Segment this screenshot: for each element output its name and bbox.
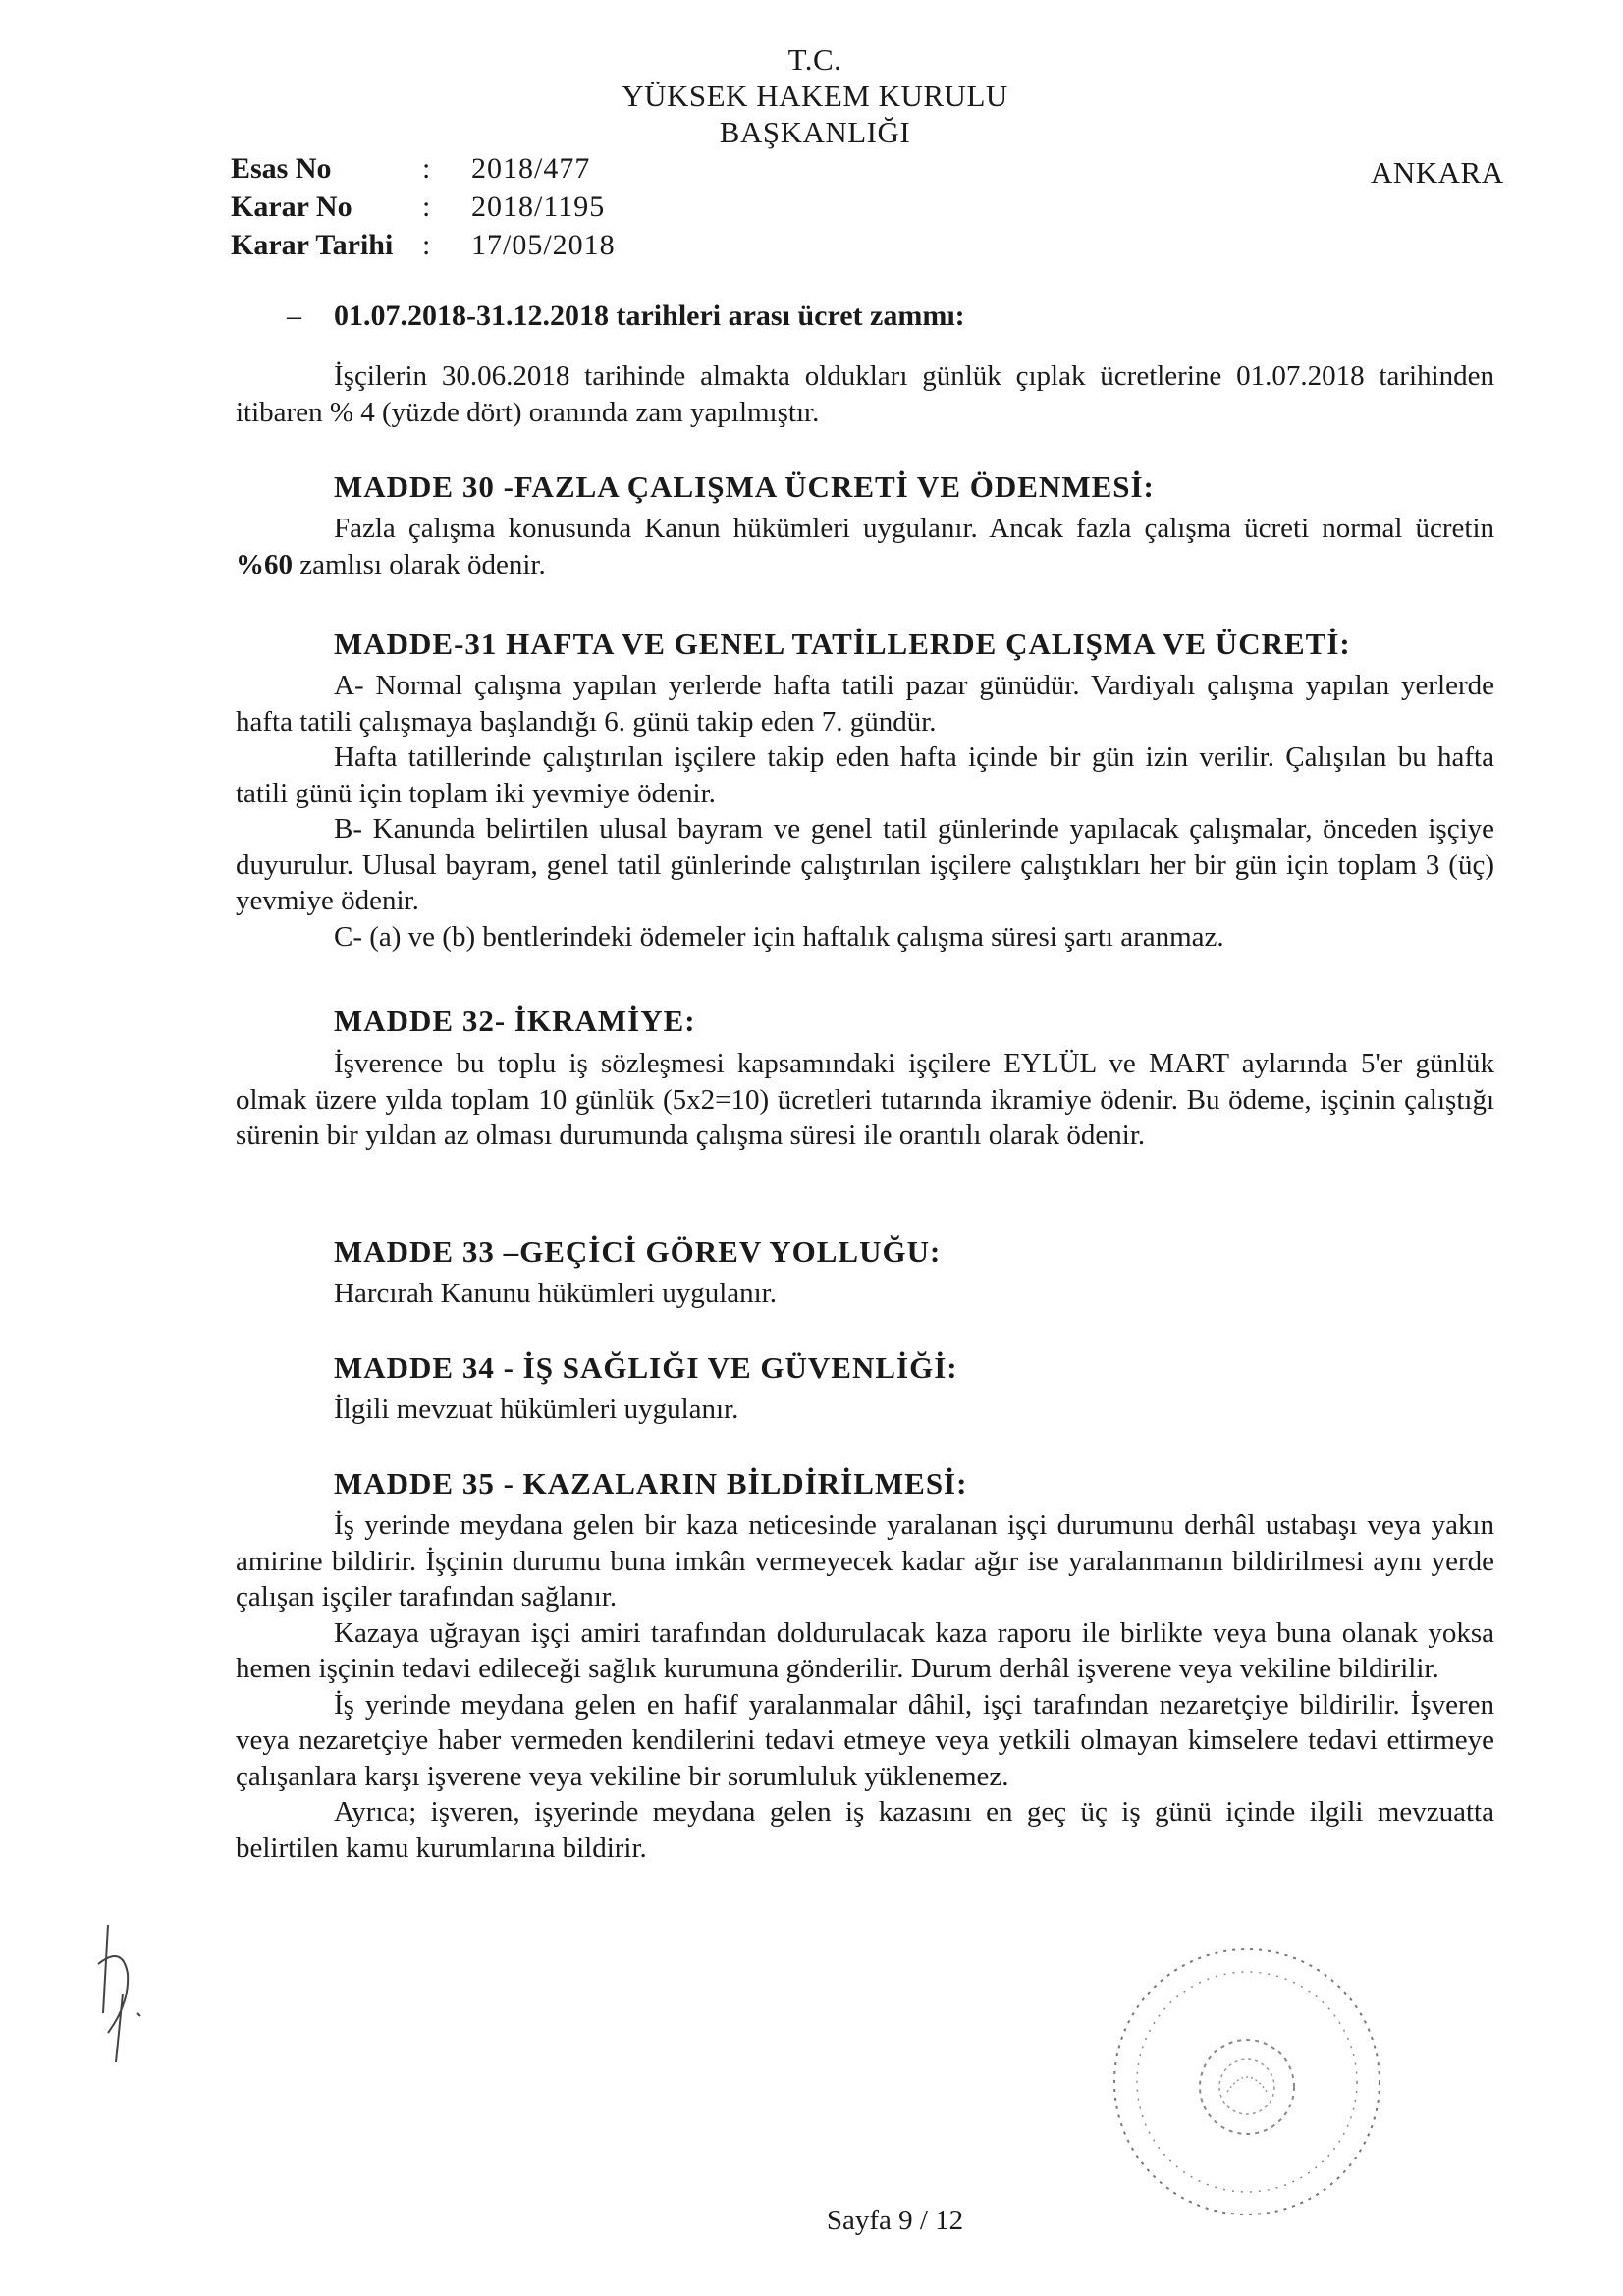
madde35-text: İş yerinde meydana gelen bir kaza neticesinde yaralanan işçi durumunu derhâl ustabaşı veya yakın amirine bildirir. İşçinin durumu buna imkân vermeyecek kadar ağır ise yaralanmanın bildirilmesi aynı yerde çalışan işçiler tarafından sağlanır. Kazaya uğrayan işçi amiri tarafından doldurulacak kaza raporu ile birlikte veya buna olanak yoksa hemen işçinin tedavi edileceği sağlık kurumuna gönderilir. Durum derhâl işverene veya vekiline bildirilir. İş yerinde meydana gelen en hafif yaralanmalar dâhil, işçi tarafından nezaretçiye bildirilir. İşveren veya nezaretçiye haber vermeden kendilerini tedavi etmeye veya yetkili olmayan kimselere tedavi ettirmeye çalışanlara karşı işverene veya vekiline bir sorumluluk yüklenemez. Ayrıca; işveren, işyerinde meydana gelen iş kazasını en geç üç iş günü içinde ilgili mevzuatta belirtilen kamu kurumlarına bildirir. — [236, 1509, 1494, 1864]
meta-value: 2018/1195 — [471, 191, 606, 223]
bullet-dash: – — [287, 300, 301, 332]
meta-row-esas: Esas No : 2018/477 — [231, 149, 616, 188]
official-seal — [1085, 1925, 1409, 2239]
madde35-title: MADDE 35 - KAZALARIN BİLDİRİLMESİ: — [334, 1466, 968, 1501]
madde31-text: A- Normal çalışma yapılan yerlerde hafta tatili pazar günüdür. Vardiyalı çalışma yapılan yerlerde hafta tatili çalışmaya başlandığı 6. günü takip eden 7. gündür. Hafta tatillerinde çalıştırılan işçilere takip eden hafta içinde bir gün izin verilir. Çalışılan bu hafta tatili günü için toplam iki yevmiye ödenir. B- Kanunda belirtilen ulusal bayram ve genel tatil günlerinde yapılacak çalışmalar, önceden işçiye duyurulur. Ulusal bayram, genel tatil günlerinde çalıştırılan işçilere çalıştıkları her bir gün için toplam 3 (üç) yevmiye ödenir. C- (a) ve (b) bentlerindeki ödemeler için haftalık çalışma süresi şartı aranmaz. — [236, 670, 1494, 953]
header-baskanlik: BAŞKANLIĞI — [719, 115, 911, 149]
meta-row-karar: Karar No : 2018/1195 — [231, 188, 616, 226]
meta-row-tarih: Karar Tarihi : 17/05/2018 — [231, 226, 616, 264]
madde31-title: MADDE-31 HAFTA VE GENEL TATİLLERDE ÇALIŞMA VE ÜCRETİ: — [334, 627, 1351, 661]
meta-label: Esas No — [231, 152, 332, 185]
madde32-title: MADDE 32- İKRAMİYE: — [334, 1004, 696, 1038]
case-meta — [231, 149, 616, 264]
signature-mark — [69, 1905, 167, 2082]
meta-label: Karar Tarihi — [231, 229, 394, 261]
madde30-text: Fazla çalışma konusunda Kanun hükümleri uygulanır. Ancak fazla çalışma ücreti normal ücretin %60 zamlısı olarak ödenir. — [236, 513, 1494, 580]
footer-label: Sayfa — [826, 2205, 892, 2236]
madde33-text: Harcırah Kanunu hükümleri uygulanır. — [334, 1278, 777, 1309]
zam-title: 01.07.2018-31.12.2018 tarihleri arası ücret zammı: — [334, 300, 965, 332]
meta-value: 17/05/2018 — [471, 229, 616, 261]
page-footer — [0, 2205, 1623, 2237]
page-number: 9 / 12 — [898, 2205, 964, 2236]
madde30-title: MADDE 30 -FAZLA ÇALIŞMA ÜCRETİ VE ÖDENMESİ: — [334, 469, 1155, 504]
madde34-title: MADDE 34 - İŞ SAĞLIĞI VE GÜVENLİĞİ: — [334, 1350, 958, 1385]
zam-text: İşçilerin 30.06.2018 tarihinde almakta oldukları günlük çıplak ücretlerine 01.07.2018 tarihinden itibaren % 4 (yüzde dört) oranında zam yapılmıştır. — [236, 360, 1494, 428]
meta-value: 2018/477 — [471, 152, 591, 185]
header-city: ANKARA — [1371, 155, 1504, 190]
institution-header — [550, 41, 1080, 150]
header-kurul: YÜKSEK HAKEM KURULU — [622, 79, 1008, 113]
madde32-text: İşverence bu toplu iş sözleşmesi kapsamındaki işçilere EYLÜL ve MART aylarında 5'er günlük olmak üzere yılda toplam 10 günlük (5x2=10) ücretleri tutarında ikramiye ödenir. Bu ödeme, işçinin çalıştığı sürenin bir yıldan az olması durumunda çalışma süresi ile orantılı olarak ödenir. — [236, 1048, 1494, 1151]
header-tc: T.C. — [787, 42, 842, 77]
meta-label: Karar No — [231, 191, 352, 223]
madde34-text: İlgili mevzuat hükümleri uygulanır. — [334, 1394, 739, 1425]
madde33-title: MADDE 33 –GEÇİCİ GÖREV YOLLUĞU: — [334, 1234, 942, 1269]
